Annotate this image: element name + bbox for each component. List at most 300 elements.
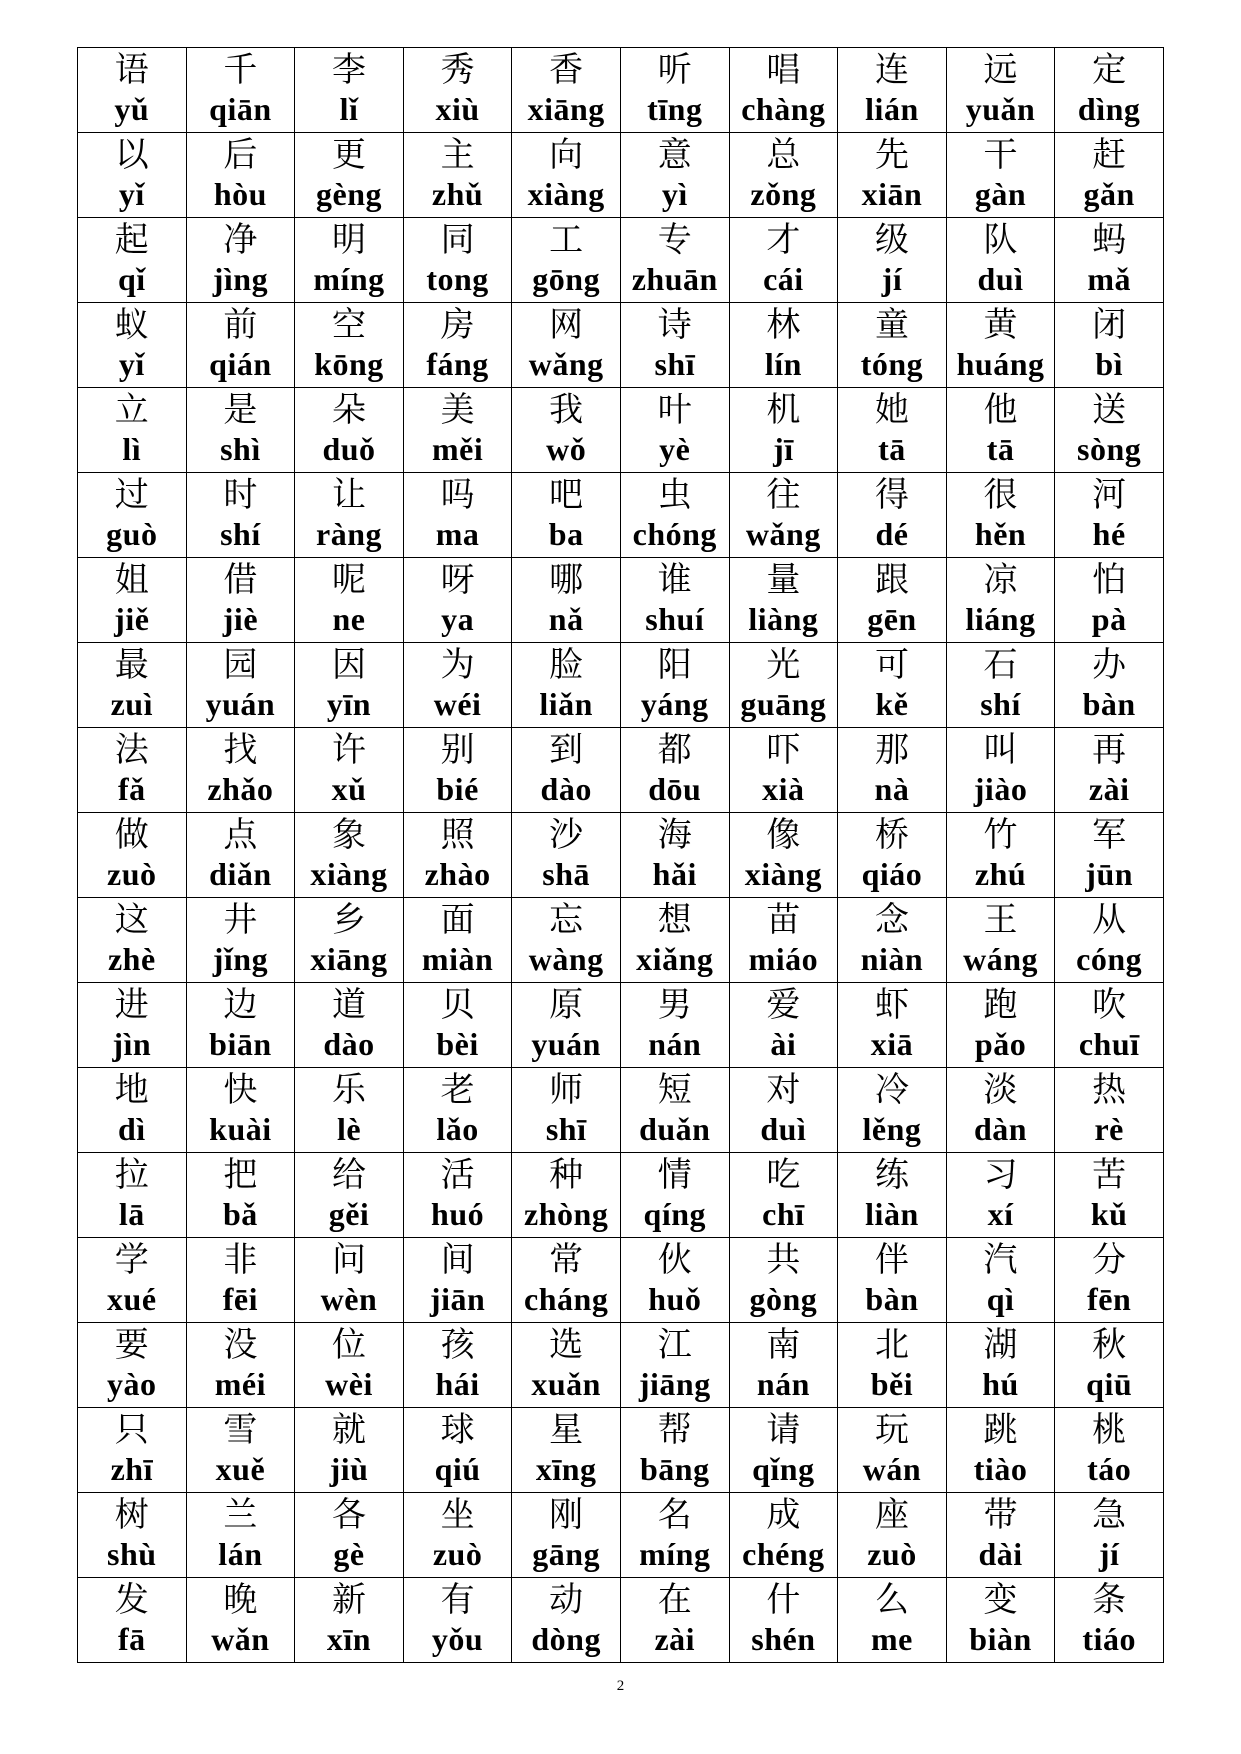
pinyin-reading: bié <box>436 771 479 807</box>
character-cell <box>838 1153 947 1238</box>
hanzi-character: 呀 <box>440 560 475 600</box>
pinyin-reading: kuài <box>209 1111 272 1147</box>
hanzi-character: 她 <box>874 390 909 430</box>
character-cell <box>946 1578 1055 1663</box>
hanzi-character: 专 <box>657 220 692 260</box>
pinyin-reading: xīng <box>535 1451 597 1487</box>
hanzi-character: 才 <box>766 220 801 260</box>
character-cell <box>78 388 187 473</box>
pinyin-reading: zài <box>1088 771 1130 807</box>
character-cell <box>946 1323 1055 1408</box>
hanzi-character: 玩 <box>874 1410 909 1450</box>
character-cell <box>946 728 1055 813</box>
character-cell <box>186 1238 295 1323</box>
pinyin-reading: gèng <box>315 176 382 212</box>
pinyin-reading: hǎi <box>652 856 697 892</box>
table-row <box>78 1408 1164 1493</box>
character-cell <box>295 813 404 898</box>
hanzi-character: 非 <box>223 1240 258 1280</box>
hanzi-character: 快 <box>223 1070 258 1110</box>
character-cell <box>620 1153 729 1238</box>
table-row <box>78 1068 1164 1153</box>
hanzi-character: 跳 <box>983 1410 1018 1450</box>
character-cell <box>512 643 621 728</box>
pinyin-reading: lā <box>118 1196 145 1232</box>
pinyin-reading: tīng <box>647 91 703 127</box>
pinyin-reading: qián <box>209 346 272 382</box>
pinyin-reading: qiú <box>434 1451 481 1487</box>
pinyin-reading: liáng <box>965 601 1036 637</box>
character-cell <box>729 1578 838 1663</box>
hanzi-character: 立 <box>114 390 149 430</box>
pinyin-reading: qǐng <box>752 1451 815 1487</box>
pinyin-reading: xiāng <box>527 91 605 127</box>
character-cell <box>620 1493 729 1578</box>
pinyin-reading: wǒ <box>546 431 587 467</box>
pinyin-reading: xiān <box>861 176 923 212</box>
hanzi-character: 更 <box>331 135 366 175</box>
table-row <box>78 1238 1164 1323</box>
pinyin-reading: jí <box>1098 1536 1120 1572</box>
hanzi-character: 孩 <box>440 1325 475 1365</box>
character-cell <box>295 728 404 813</box>
pinyin-reading: zhǎo <box>207 771 274 807</box>
pinyin-reading: cháng <box>524 1281 609 1317</box>
hanzi-character: 虫 <box>657 475 692 515</box>
hanzi-character: 苦 <box>1092 1155 1127 1195</box>
hanzi-character: 脸 <box>549 645 584 685</box>
hanzi-character: 时 <box>223 475 258 515</box>
pinyin-reading: xià <box>762 771 805 807</box>
hanzi-character: 只 <box>114 1410 149 1450</box>
pinyin-reading: qì <box>986 1281 1015 1317</box>
character-cell <box>946 48 1055 133</box>
character-cell <box>512 983 621 1068</box>
hanzi-character: 像 <box>766 815 801 855</box>
character-cell <box>946 1068 1055 1153</box>
hanzi-character: 问 <box>331 1240 366 1280</box>
pinyin-reading: běi <box>870 1366 914 1402</box>
table-row <box>78 1153 1164 1238</box>
hanzi-character: 北 <box>874 1325 909 1365</box>
pinyin-reading: xué <box>107 1281 157 1317</box>
pinyin-reading: xí <box>987 1196 1014 1232</box>
table-row <box>78 303 1164 388</box>
character-cell <box>838 728 947 813</box>
hanzi-character: 跟 <box>874 560 909 600</box>
pinyin-reading: xuǎn <box>531 1366 601 1402</box>
character-cell <box>729 218 838 303</box>
pinyin-reading: jìn <box>112 1026 152 1062</box>
table-row <box>78 643 1164 728</box>
pinyin-reading: shén <box>751 1621 816 1657</box>
character-cell <box>620 558 729 643</box>
pinyin-reading: gòng <box>749 1281 818 1317</box>
hanzi-character: 照 <box>440 815 475 855</box>
character-cell <box>295 1153 404 1238</box>
hanzi-character: 各 <box>331 1495 366 1535</box>
pinyin-reading: yǔ <box>114 91 150 127</box>
hanzi-character: 前 <box>223 305 258 345</box>
character-cell <box>295 643 404 728</box>
pinyin-reading: ba <box>548 516 584 552</box>
hanzi-character: 汽 <box>983 1240 1018 1280</box>
pinyin-reading: jiāng <box>638 1366 711 1402</box>
character-cell <box>1055 1578 1164 1663</box>
character-cell <box>1055 1493 1164 1578</box>
character-cell <box>403 898 512 983</box>
pinyin-reading: jǐng <box>212 941 269 977</box>
character-cell <box>620 48 729 133</box>
character-cell <box>403 558 512 643</box>
character-cell <box>403 1238 512 1323</box>
pinyin-reading: zuì <box>110 686 153 722</box>
pinyin-reading: ài <box>770 1026 797 1062</box>
pinyin-reading: me <box>871 1621 913 1657</box>
character-cell <box>186 1578 295 1663</box>
character-table <box>77 47 1164 1663</box>
pinyin-reading: yuán <box>531 1026 601 1062</box>
character-cell <box>295 1408 404 1493</box>
hanzi-character: 对 <box>766 1070 801 1110</box>
pinyin-reading: jìng <box>212 261 269 297</box>
character-cell <box>186 643 295 728</box>
hanzi-character: 给 <box>331 1155 366 1195</box>
hanzi-character: 远 <box>983 50 1018 90</box>
character-cell <box>403 388 512 473</box>
hanzi-character: 得 <box>874 475 909 515</box>
pinyin-reading: lán <box>218 1536 263 1572</box>
hanzi-character: 秋 <box>1092 1325 1127 1365</box>
character-cell <box>946 218 1055 303</box>
hanzi-character: 过 <box>114 475 149 515</box>
character-cell <box>729 1323 838 1408</box>
pinyin-reading: niàn <box>860 941 924 977</box>
pinyin-reading: cái <box>763 261 804 297</box>
hanzi-character: 树 <box>114 1495 149 1535</box>
pinyin-reading: wán <box>862 1451 922 1487</box>
pinyin-reading: zuò <box>107 856 157 892</box>
character-cell <box>512 1578 621 1663</box>
hanzi-character: 总 <box>766 135 801 175</box>
hanzi-character: 吹 <box>1092 985 1127 1025</box>
hanzi-character: 情 <box>657 1155 692 1195</box>
pinyin-reading: jí <box>881 261 903 297</box>
character-cell <box>1055 728 1164 813</box>
hanzi-character: 名 <box>657 1495 692 1535</box>
pinyin-reading: jiān <box>429 1281 486 1317</box>
character-cell <box>838 813 947 898</box>
hanzi-character: 量 <box>766 560 801 600</box>
hanzi-character: 道 <box>331 985 366 1025</box>
character-cell <box>946 388 1055 473</box>
character-cell <box>78 558 187 643</box>
pinyin-reading: nǎ <box>548 601 584 637</box>
hanzi-character: 工 <box>549 220 584 260</box>
pinyin-reading: zài <box>654 1621 696 1657</box>
pinyin-reading: shì <box>220 431 261 467</box>
pinyin-reading: duì <box>977 261 1024 297</box>
character-cell <box>946 303 1055 388</box>
character-cell <box>838 1493 947 1578</box>
hanzi-character: 帮 <box>657 1410 692 1450</box>
hanzi-character: 学 <box>114 1240 149 1280</box>
hanzi-character: 是 <box>223 390 258 430</box>
pinyin-reading: tā <box>986 431 1015 467</box>
character-cell <box>186 728 295 813</box>
hanzi-character: 网 <box>549 305 584 345</box>
hanzi-character: 向 <box>549 135 584 175</box>
hanzi-character: 面 <box>440 900 475 940</box>
hanzi-character: 共 <box>766 1240 801 1280</box>
hanzi-character: 朵 <box>331 390 366 430</box>
pinyin-reading: chuī <box>1078 1026 1140 1062</box>
hanzi-character: 都 <box>657 730 692 770</box>
character-cell <box>620 1238 729 1323</box>
character-cell <box>295 983 404 1068</box>
pinyin-reading: kě <box>875 686 909 722</box>
pinyin-reading: dì <box>117 1111 146 1147</box>
character-cell <box>512 218 621 303</box>
hanzi-character: 机 <box>766 390 801 430</box>
character-cell <box>946 1493 1055 1578</box>
hanzi-character: 急 <box>1092 1495 1127 1535</box>
pinyin-reading: hé <box>1092 516 1126 552</box>
hanzi-character: 房 <box>440 305 475 345</box>
character-cell <box>403 1153 512 1238</box>
hanzi-character: 为 <box>440 645 475 685</box>
pinyin-reading: xiāng <box>310 941 388 977</box>
character-cell <box>838 388 947 473</box>
character-cell <box>512 1153 621 1238</box>
pinyin-reading: yáng <box>640 686 709 722</box>
pinyin-reading: qiān <box>209 91 272 127</box>
hanzi-character: 军 <box>1092 815 1127 855</box>
pinyin-reading: fǎ <box>117 771 146 807</box>
hanzi-character: 动 <box>549 1580 584 1620</box>
pinyin-reading: měi <box>431 431 484 467</box>
pinyin-reading: bèi <box>436 1026 479 1062</box>
character-cell <box>186 1493 295 1578</box>
pinyin-reading: fā <box>117 1621 146 1657</box>
character-cell <box>403 1068 512 1153</box>
character-cell <box>1055 218 1164 303</box>
hanzi-character: 选 <box>549 1325 584 1365</box>
character-cell <box>620 218 729 303</box>
hanzi-character: 因 <box>331 645 366 685</box>
hanzi-character: 星 <box>549 1410 584 1450</box>
character-cell <box>78 303 187 388</box>
character-cell <box>838 1238 947 1323</box>
hanzi-character: 借 <box>223 560 258 600</box>
character-cell <box>729 1068 838 1153</box>
hanzi-character: 常 <box>549 1240 584 1280</box>
page-number: 2 <box>616 1678 625 1694</box>
hanzi-character: 吗 <box>440 475 475 515</box>
character-cell <box>512 1408 621 1493</box>
hanzi-character: 办 <box>1092 645 1127 685</box>
hanzi-character: 球 <box>440 1410 475 1450</box>
character-cell <box>946 643 1055 728</box>
character-cell <box>1055 473 1164 558</box>
hanzi-character: 原 <box>549 985 584 1025</box>
pinyin-reading: shuí <box>645 601 705 637</box>
hanzi-character: 念 <box>874 900 909 940</box>
hanzi-character: 把 <box>223 1155 258 1195</box>
character-cell <box>838 1408 947 1493</box>
hanzi-character: 拉 <box>114 1155 149 1195</box>
hanzi-character: 边 <box>223 985 258 1025</box>
character-cell <box>186 898 295 983</box>
character-cell <box>403 1493 512 1578</box>
pinyin-reading: liǎn <box>539 686 593 722</box>
character-cell <box>295 303 404 388</box>
hanzi-character: 这 <box>114 900 149 940</box>
character-cell <box>295 1068 404 1153</box>
pinyin-reading: wèi <box>325 1366 373 1402</box>
character-cell <box>186 558 295 643</box>
character-cell <box>946 1238 1055 1323</box>
hanzi-character: 听 <box>657 50 692 90</box>
hanzi-character: 蚂 <box>1092 220 1127 260</box>
character-cell <box>512 728 621 813</box>
pinyin-reading: wáng <box>963 941 1038 977</box>
character-cell <box>1055 1408 1164 1493</box>
character-cell <box>512 1068 621 1153</box>
character-cell <box>186 218 295 303</box>
pinyin-reading: dòng <box>531 1621 601 1657</box>
pinyin-reading: dìng <box>1077 91 1141 127</box>
pinyin-reading: dào <box>323 1026 375 1062</box>
hanzi-character: 兰 <box>223 1495 258 1535</box>
hanzi-character: 在 <box>657 1580 692 1620</box>
hanzi-character: 贝 <box>440 985 475 1025</box>
character-cell <box>1055 1238 1164 1323</box>
hanzi-character: 乡 <box>331 900 366 940</box>
hanzi-character: 石 <box>983 645 1018 685</box>
pinyin-reading: xiù <box>435 91 480 127</box>
pinyin-reading: zhǔ <box>431 176 484 212</box>
character-cell <box>946 813 1055 898</box>
hanzi-character: 虾 <box>874 985 909 1025</box>
hanzi-character: 起 <box>114 220 149 260</box>
hanzi-character: 凉 <box>983 560 1018 600</box>
pinyin-reading: yè <box>659 431 691 467</box>
pinyin-reading: xiàng <box>744 856 822 892</box>
pinyin-reading: zhī <box>110 1451 153 1487</box>
table-row <box>78 218 1164 303</box>
pinyin-reading: méi <box>214 1366 267 1402</box>
hanzi-character: 新 <box>331 1580 366 1620</box>
pinyin-reading: chī <box>762 1196 805 1232</box>
pinyin-reading: bàn <box>865 1281 919 1317</box>
table-row <box>78 813 1164 898</box>
pinyin-reading: huǒ <box>648 1281 702 1317</box>
pinyin-reading: shí <box>220 516 261 552</box>
hanzi-character: 活 <box>440 1155 475 1195</box>
hanzi-character: 童 <box>874 305 909 345</box>
pinyin-reading: dàn <box>974 1111 1028 1147</box>
pinyin-reading: gǎn <box>1083 176 1135 212</box>
character-cell <box>78 728 187 813</box>
character-cell <box>78 1323 187 1408</box>
character-table-body <box>78 48 1164 1663</box>
pinyin-reading: tā <box>878 431 906 467</box>
pinyin-reading: zuò <box>867 1536 917 1572</box>
character-cell <box>838 558 947 643</box>
character-cell <box>512 473 621 558</box>
pinyin-reading: lín <box>764 346 802 382</box>
hanzi-character: 师 <box>549 1070 584 1110</box>
character-cell <box>403 1323 512 1408</box>
hanzi-character: 分 <box>1092 1240 1127 1280</box>
table-row <box>78 558 1164 643</box>
pinyin-reading: liàn <box>865 1196 919 1232</box>
character-cell <box>1055 133 1164 218</box>
hanzi-character: 哪 <box>549 560 584 600</box>
hanzi-character: 象 <box>331 815 366 855</box>
character-cell <box>295 133 404 218</box>
pinyin-reading: tóng <box>860 346 924 382</box>
hanzi-character: 黄 <box>983 305 1018 345</box>
character-cell <box>78 1408 187 1493</box>
character-cell <box>838 983 947 1068</box>
pinyin-reading: nán <box>648 1026 702 1062</box>
hanzi-character: 要 <box>114 1325 149 1365</box>
character-cell <box>946 558 1055 643</box>
hanzi-character: 爱 <box>766 985 801 1025</box>
hanzi-character: 坐 <box>440 1495 475 1535</box>
pinyin-reading: fáng <box>426 346 489 382</box>
hanzi-character: 空 <box>331 305 366 345</box>
table-row <box>78 898 1164 983</box>
character-cell <box>512 1493 621 1578</box>
character-cell <box>295 898 404 983</box>
pinyin-reading: táo <box>1087 1451 1132 1487</box>
hanzi-character: 座 <box>874 1495 909 1535</box>
pinyin-reading: shī <box>545 1111 587 1147</box>
hanzi-character: 定 <box>1092 50 1127 90</box>
pinyin-reading: huáng <box>956 346 1045 382</box>
hanzi-character: 干 <box>983 135 1018 175</box>
character-cell <box>295 1493 404 1578</box>
table-row <box>78 388 1164 473</box>
pinyin-reading: qiū <box>1086 1366 1133 1402</box>
character-cell <box>729 303 838 388</box>
pinyin-reading: fēn <box>1087 1281 1132 1317</box>
pinyin-reading: biàn <box>969 1621 1032 1657</box>
hanzi-character: 伙 <box>657 1240 692 1280</box>
pinyin-reading: lěng <box>862 1111 922 1147</box>
pinyin-reading: kōng <box>314 346 384 382</box>
hanzi-character: 找 <box>223 730 258 770</box>
character-cell <box>946 1408 1055 1493</box>
pinyin-reading: dé <box>875 516 909 552</box>
character-cell <box>620 1578 729 1663</box>
pinyin-reading: zhào <box>424 856 491 892</box>
pinyin-reading: xīn <box>326 1621 372 1657</box>
hanzi-character: 最 <box>114 645 149 685</box>
pinyin-reading: liàng <box>748 601 819 637</box>
hanzi-character: 伴 <box>874 1240 909 1280</box>
character-cell <box>729 898 838 983</box>
hanzi-character: 王 <box>983 900 1018 940</box>
character-cell <box>512 303 621 388</box>
character-cell <box>512 388 621 473</box>
pinyin-reading: qǐ <box>117 261 146 297</box>
hanzi-character: 跑 <box>983 985 1018 1025</box>
character-cell <box>403 813 512 898</box>
